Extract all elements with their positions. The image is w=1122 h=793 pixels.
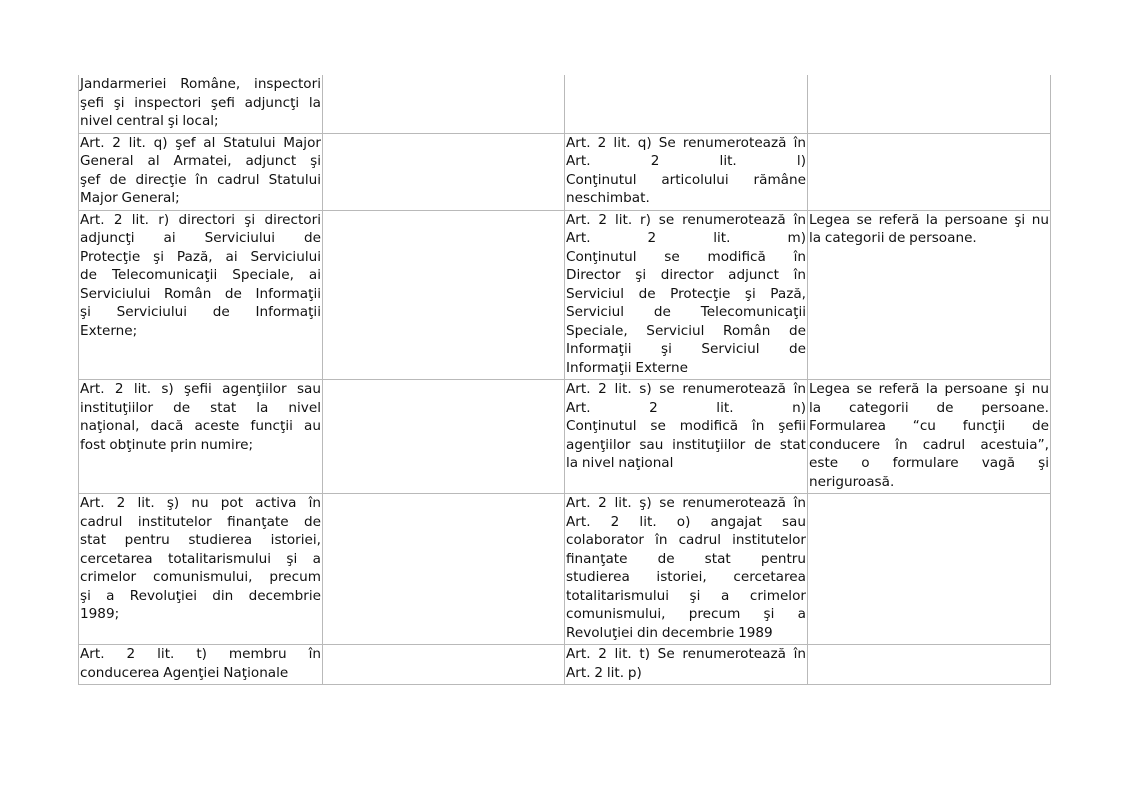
proposed-text-cell: [565, 494, 808, 645]
text-line: General al Armatei, adjunct şi: [80, 153, 321, 169]
text-line: Art. 2 lit. n): [566, 399, 806, 416]
text-line: Serviciului Român de Informaţii: [80, 285, 321, 302]
text-line: Art. 2 lit. ş) se renumerotează în: [566, 495, 806, 511]
text-line: Art. 2 lit. s) se renumerotează în: [566, 381, 806, 397]
text-line: Revoluţiei din decembrie 1989: [566, 624, 773, 641]
proposed-text-cell: [565, 133, 808, 210]
proposed-text-cell: [565, 380, 808, 494]
table-row: [79, 494, 1051, 645]
text-line: la nivel naţional: [566, 455, 674, 471]
text-line: la categorii de persoane.: [809, 399, 1049, 416]
original-text-cell: [79, 645, 323, 685]
justification-cell: [808, 75, 1051, 133]
text-line: Conţinutul articolului rămâne: [566, 171, 806, 188]
text-line: Informaţii şi Serviciul de: [566, 341, 806, 357]
amendment-cell: [323, 494, 565, 645]
text-line: Art. 2 lit. s) şefii agenţiilor sau: [80, 381, 321, 397]
justification-cell: [808, 210, 1051, 380]
text-line: Director şi director adjunct în: [566, 267, 806, 283]
text-line: Serviciul de Protecţie şi Pază,: [566, 285, 806, 302]
text-line: agenţiilor sau instituţiilor de stat: [566, 436, 806, 453]
table-row: [79, 75, 1051, 133]
text-line: Informaţii Externe: [566, 359, 689, 376]
proposed-text-cell: [565, 210, 808, 380]
text-line: finanţate de stat pentru: [566, 550, 806, 567]
text-line: şef de direcţie în cadrul Statului: [80, 171, 321, 188]
original-text-cell: [79, 494, 323, 645]
amendment-cell: [323, 380, 565, 494]
text-line: şi Serviciului de Informaţii: [80, 304, 321, 320]
text-line: de Telecomunicaţii Speciale, ai: [80, 267, 321, 283]
table-body: [79, 75, 1051, 685]
text-line: Art. 2 lit. t) membru în: [80, 646, 321, 662]
text-line: Jandarmeriei Române, inspectori: [80, 76, 321, 92]
text-line: neschimbat.: [566, 190, 650, 206]
text-line: crimelor comunismului, precum: [80, 569, 321, 585]
text-line: Externe;: [80, 322, 138, 339]
text-line: şi a Revoluţiei din decembrie: [80, 587, 321, 604]
text-line: Conţinutul se modifică în: [566, 248, 806, 265]
text-line: Conţinutul se modifică în şefii: [566, 418, 806, 434]
text-line: Major General;: [80, 190, 180, 206]
text-line: instituţiilor de stat la nivel: [80, 399, 321, 416]
proposed-text-cell: [565, 75, 808, 133]
text-line: şefi şi inspectori şefi adjuncţi la: [80, 94, 321, 111]
original-text-cell: [79, 133, 323, 210]
text-line: Legea se referă la persoane şi nu: [809, 211, 1049, 228]
text-line: fost obţinute prin numire;: [80, 436, 254, 453]
text-line: Legea se referă la persoane şi nu: [809, 381, 1049, 397]
amendment-cell: [323, 75, 565, 133]
text-line: nivel central şi local;: [80, 113, 219, 129]
original-text-cell: [79, 380, 323, 494]
text-line: Art. 2 lit. t) Se renumerotează în: [566, 646, 806, 662]
justification-cell: [808, 645, 1051, 685]
text-line: 1989;: [80, 606, 120, 622]
text-line: Art. 2 lit. l): [566, 153, 806, 169]
text-line: Protecţie şi Pază, ai Serviciului: [80, 248, 321, 265]
text-line: la categorii de persoane.: [809, 230, 977, 246]
text-line: totalitarismului şi a crimelor: [566, 587, 806, 604]
table-row: [79, 380, 1051, 494]
table-row: [79, 133, 1051, 210]
text-line: comunismului, precum şi a: [566, 606, 806, 622]
amendment-cell: [323, 645, 565, 685]
text-line: stat pentru studierea istoriei,: [80, 532, 321, 548]
justification-cell: [808, 133, 1051, 210]
amendment-cell: [323, 133, 565, 210]
original-text-cell: [79, 75, 323, 133]
text-line: Formularea “cu funcţii de: [809, 418, 1049, 434]
amendment-cell: [323, 210, 565, 380]
comparison-table: [78, 75, 1051, 685]
table-row: [79, 210, 1051, 380]
text-line: cadrul institutelor finanţate de: [80, 513, 321, 530]
text-line: adjuncţi ai Serviciului de: [80, 230, 321, 246]
text-line: Art. 2 lit. o) angajat sau: [566, 513, 806, 530]
text-line: Art. 2 lit. r) directori şi directori: [80, 211, 321, 228]
justification-cell: [808, 380, 1051, 494]
text-line: Art. 2 lit. p): [566, 664, 642, 681]
text-line: naţional, dacă aceste funcţii au: [80, 418, 321, 434]
text-line: Speciale, Serviciul Român de: [566, 322, 806, 339]
text-line: Art. 2 lit. r) se renumerotează în: [566, 211, 806, 228]
text-line: Art. 2 lit. q) Se renumerotează în: [566, 134, 806, 151]
text-line: studierea istoriei, cercetarea: [566, 569, 806, 585]
text-line: conducerea Agenţiei Naţionale: [80, 664, 289, 681]
text-line: este o formulare vagă şi: [809, 455, 1049, 471]
text-line: colaborator în cadrul institutelor: [566, 532, 806, 548]
text-line: Art. 2 lit. ş) nu pot activa în: [80, 495, 321, 511]
text-line: Serviciul de Telecomunicaţii: [566, 304, 806, 320]
table-row: [79, 645, 1051, 685]
justification-cell: [808, 494, 1051, 645]
original-text-cell: [79, 210, 323, 380]
text-line: cercetarea totalitarismului şi a: [80, 550, 321, 567]
text-line: Art. 2 lit. q) şef al Statului Major: [80, 134, 321, 151]
text-line: neriguroasă.: [809, 473, 895, 490]
text-line: conducere în cadrul acestuia”,: [809, 436, 1049, 453]
text-line: Art. 2 lit. m): [566, 230, 806, 246]
proposed-text-cell: [565, 645, 808, 685]
